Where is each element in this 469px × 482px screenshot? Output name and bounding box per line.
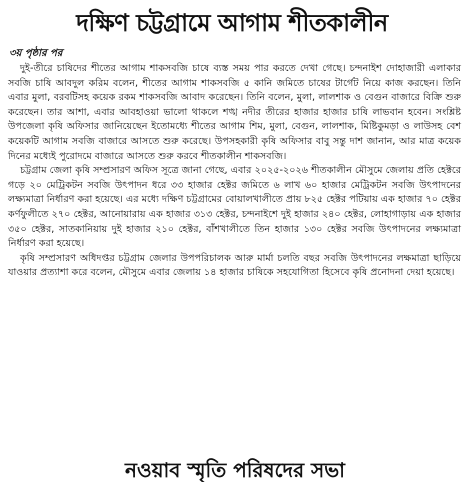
paragraph-3: কৃষি সম্প্রসারণ অধিদপ্তর চট্টগ্রাম জেলার উপপরিচালক আরু মার্মা চলতি বছর সবজি উৎপাদনের লক্ষমাত্রা ছাড়িয়ে যাওয়ার প্রত্যাশা করে বলেন, মৌসুমে এবার জেলায় ১৪ হাজার চাষিকে সহযোগিতা হিসেবে কৃষি প্রনোদনা দেয়া হয়েছে। <box>8 252 461 279</box>
headline: দক্ষিণ চট্টগ্রামে আগাম শীতকালীন <box>76 9 388 37</box>
article-body <box>8 62 461 450</box>
continued-from-label: ৩য় পৃষ্ঠার পর <box>9 48 63 59</box>
next-article-headline <box>20 452 450 482</box>
next-article-headline-text: নওয়াব স্মৃতি পরিষদের সভা <box>125 458 345 482</box>
paragraph-2: চট্টগ্রাম জেলা কৃষি সম্প্রসারণ অফিস সূত্রে জানা গেছে, এবার ২০২৫-২০২৬ শীতকালীন মৌসুমে জেলায় প্রতি হেক্টরে গড়ে ২০ মেট্রিকটন সবজি উৎপাদন ধরে ৩৩ হাজার হেক্টর জমিতে ৬ লাখ ৬০ হাজার মেট্রিকটন সবজি উৎপাদনের লক্ষ্যমাত্রা নির্ধারণ করা হয়েছে। এর মধ্যে দক্ষিণ চট্টগ্রামের বোয়ালখালীতে প্রায় ৮২৫ হেক্টর পটিয়ায় এক হাজার ৭০ হেক্টর কর্ণফুলীতে ২৭০ হেক্টর, আনোয়ারায় এক হাজার ৩১৩ হেক্টর, চন্দনাইশে দুই হাজার ২৪০ হেক্টর, লোহাগাড়ায় এক হাজার ৩৫০ হেক্টর, সাতকানিয়ায় দুই হাজার ২১০ হেক্টর, বাঁশখালীতে তিন হাজার ১৩০ হেক্টর সবজি উৎপাদনের লক্ষ্যমাত্রা নির্ধারণ করা হয়েছে। <box>8 165 461 250</box>
paragraph-1: দুই-তীরে চাষিদের শীতের আগাম শাকসবজি চাষে ব্যস্ত সময় পার করতে দেখা গেছে। চন্দনাইশ দোহাজারী এলাকার সবজি চাষি আবদুল করিম বলেন, শীতের আগাম শাকসবজি ৫ কানি জমিতে চাষের টার্গেট নিয়ে কাজ করছেন। তিনি এবার মুলা, বরবটিসহ কয়েক রকম শাকসবজি আবাদ করেছেন। তিনি বলেন, মুলা, লালশাক ও বেগুন বাজারে বিক্রি শুরু করেছেন। তার আশা, এবার আবহাওয়া ভালো থাকলে শঙ্খ নদীর তীরের হাজার হাজার চাষি লাভবান হবেন। সংশ্লিষ্ট উপজেলা কৃষি অফিসার জানিয়েছেন ইতোমধ্যে শীতের আগাম শিম, মুলা, বেগুন, লালশাক, মিষ্টিকুমড়া ও লাউসহ বেশ কয়েকটি আগাম সবজি বাজারে আসতে শুরু করেছে। উপসহকারী কৃষি অফিসার বাবু সন্তু দাশ জানান, আর মাত্র কয়েক দিনের মধ্যেই পুরোদমে বাজারে আসতে শুরু করবে শীতকালীন শাকসবজি। <box>8 63 461 162</box>
